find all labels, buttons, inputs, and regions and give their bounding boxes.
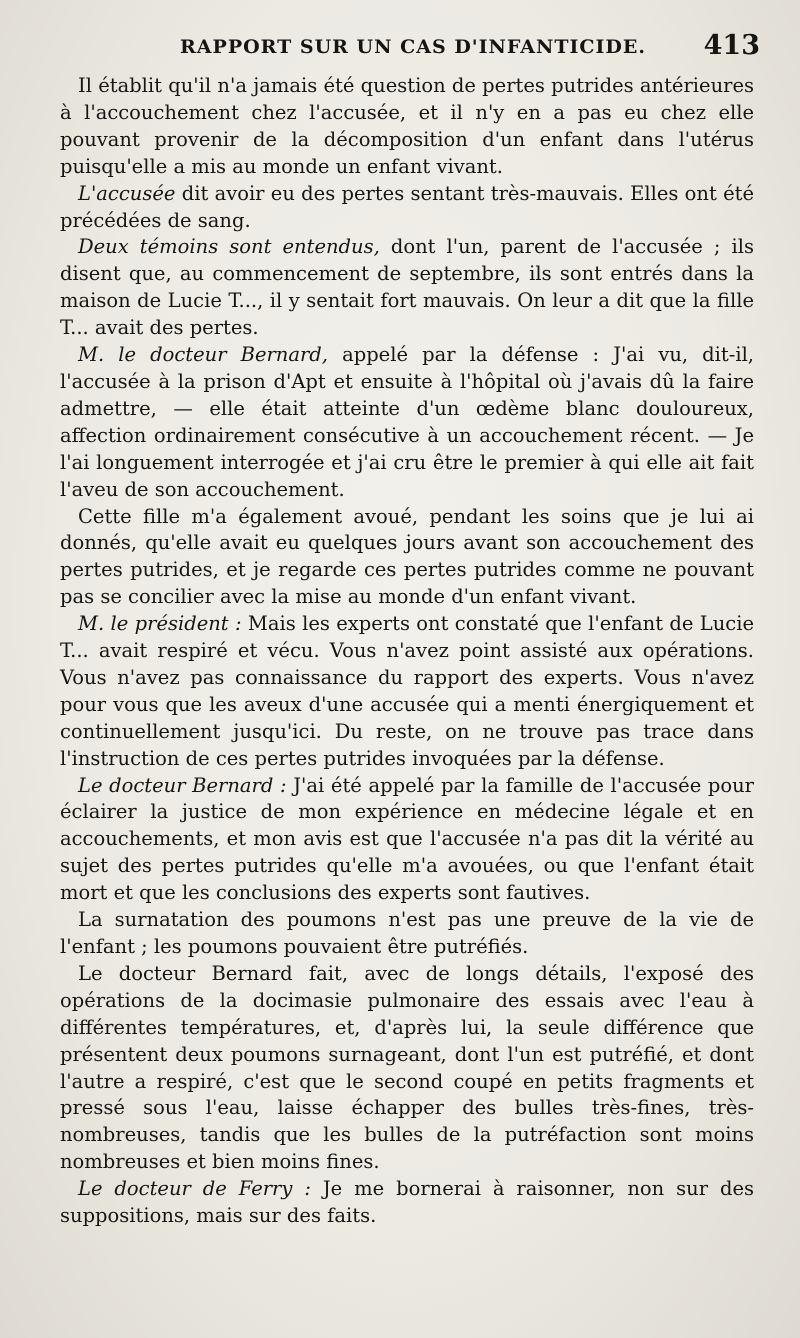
running-title: RAPPORT SUR UN CAS D'INFANTICIDE. [180, 36, 646, 58]
paragraph-text: dont l'un, parent de l'accusée ; ils disent que, au commencement de septembre, ils sont entrés dans la maison de Lucie T..., il y sentait fort mauvais. On leur a dit que la fille T... avait des pertes. [60, 235, 754, 340]
paragraph-text: La surnatation des poumons n'est pas une preuve de la vie de l'enfant ; les poumons pouvaient être putréfiés. [60, 908, 754, 958]
speaker-label: Deux témoins sont entendus, [78, 235, 380, 259]
paragraph [60, 504, 754, 612]
paragraph [60, 234, 754, 342]
paragraph [60, 73, 754, 181]
paragraph [60, 1176, 754, 1230]
speaker-label: L'accusée [78, 181, 176, 205]
paragraph [60, 342, 754, 503]
paragraph [60, 961, 754, 1176]
paragraph [60, 773, 754, 908]
page-header [60, 30, 760, 70]
paragraph-text: Le docteur Bernard fait, avec de longs détails, l'exposé des opérations de la docimasie pulmonaire des essais avec l'eau à différentes températures, et, d'après lui, la seule différence que présentent deux poumons surnageant, dont l'un est putréfié, et dont l'autre a respiré, c'est que le second coupé en petits fragments et pressé sous l'eau, laisse échapper des bulles très-fines, très-nombreuses, tandis que les bulles de la putréfaction sont moins nombreuses et bien moins fines. [60, 961, 754, 1174]
paragraph [60, 907, 754, 961]
paragraph-text: Mais les experts ont constaté que l'enfant de Lucie T... avait respiré et vécu. Vous n'avez point assisté aux opérations. Vous n'avez pas connaissance du rapport des experts. Vous n'avez pour vous que les aveux d'une accusée qui a menti énergiquement et continuellement jusqu'ici. Du reste, on ne trouve pas trace dans l'instruction de ces pertes putrides invoquées par la défense. [60, 612, 754, 770]
page-number: 413 [703, 30, 760, 61]
paragraph [60, 181, 754, 235]
speaker-label: M. le docteur Bernard, [78, 343, 328, 367]
paragraph-text: dit avoir eu des pertes sentant très-mauvais. Elles ont été précédées de sang. [60, 181, 754, 232]
speaker-label: Le docteur Bernard : [78, 773, 287, 797]
paragraph-text: Je me bornerai à raisonner, non sur des suppositions, mais sur des faits. [60, 1177, 754, 1228]
speaker-label: Le docteur de Ferry : [78, 1177, 311, 1201]
paragraph [60, 611, 754, 772]
paragraph-text: Il établit qu'il n'a jamais été question de pertes putrides antérieures à l'accouchement chez l'accusée, et il n'y en a pas eu chez elle pouvant provenir de la décomposition d'un enfant dans l'utérus puisqu'elle a mis au monde un enfant vivant. [60, 74, 754, 178]
paragraph-text: appelé par la défense : J'ai vu, dit-il, l'accusée à la prison d'Apt et ensuite à l'hôpital où j'avais dû la faire admettre, — elle était atteinte d'un œdème blanc douloureux, affection ordinairement consécutive à un accouchement récent. — Je l'ai longuement interrogée et j'ai cru être le premier à qui elle ait fait l'aveu de son accouchement. [60, 343, 754, 501]
paragraph-text: Cette fille m'a également avoué, pendant les soins que je lui ai donnés, qu'elle avait eu quelques jours avant son accouchement des pertes putrides, et je regarde ces pertes putrides comme ne pouvant pas se concilier avec la mise au monde d'un enfant vivant. [60, 504, 754, 609]
page-body [60, 73, 754, 1230]
speaker-label: M. le président : [78, 612, 242, 636]
paragraph-text: J'ai été appelé par la famille de l'accusée pour éclairer la justice de mon expérience en médecine légale et en accouchements, et mon avis est que l'accusée n'a pas dit la vérité au sujet des pertes putrides qu'elle m'a avouées, ou que l'enfant était mort et que les conclusions des experts sont fautives. [60, 773, 754, 905]
